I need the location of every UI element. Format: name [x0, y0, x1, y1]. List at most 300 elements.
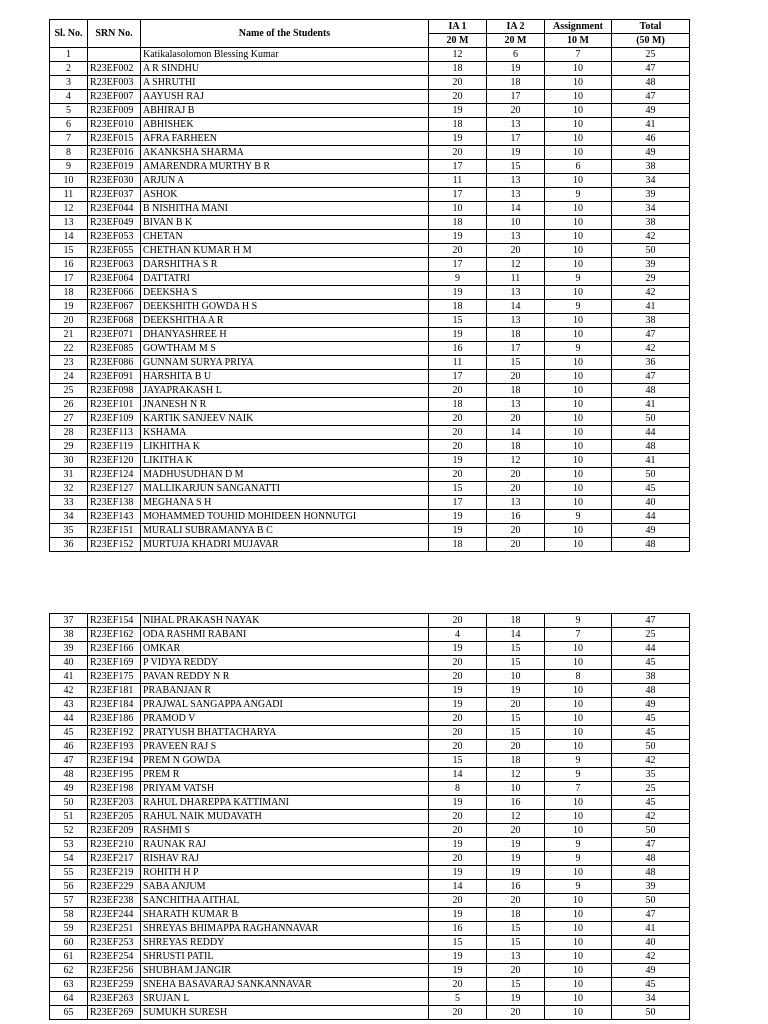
student-name-cell: JAYAPRAKASH L — [141, 384, 429, 398]
sl-no-cell: 53 — [50, 838, 88, 852]
table-body-page-2 — [50, 614, 690, 1020]
table-row — [50, 132, 690, 146]
assignment-cell: 10 — [545, 642, 612, 656]
assignment-cell: 10 — [545, 440, 612, 454]
srn-cell: R23EF162 — [88, 628, 141, 642]
ia2-cell: 18 — [487, 328, 545, 342]
table-row — [50, 48, 690, 62]
srn-cell: R23EF009 — [88, 104, 141, 118]
ia2-cell: 15 — [487, 160, 545, 174]
table-row — [50, 384, 690, 398]
table-row — [50, 824, 690, 838]
total-cell: 42 — [612, 754, 690, 768]
ia1-cell: 20 — [429, 426, 487, 440]
table-row — [50, 412, 690, 426]
total-cell: 47 — [612, 908, 690, 922]
assignment-cell: 10 — [545, 286, 612, 300]
srn-cell: R23EF244 — [88, 908, 141, 922]
srn-cell: R23EF210 — [88, 838, 141, 852]
ia2-cell: 20 — [487, 894, 545, 908]
table-row — [50, 964, 690, 978]
assignment-cell: 10 — [545, 328, 612, 342]
ia1-cell: 19 — [429, 964, 487, 978]
student-name-cell: ODA RASHMI RABANI — [141, 628, 429, 642]
ia2-cell: 18 — [487, 908, 545, 922]
sl-no-cell: 20 — [50, 314, 88, 328]
table-row — [50, 174, 690, 188]
ia2-cell: 20 — [487, 244, 545, 258]
student-name-cell: KARTIK SANJEEV NAIK — [141, 412, 429, 426]
sl-no-cell: 21 — [50, 328, 88, 342]
ia1-cell: 19 — [429, 796, 487, 810]
assignment-cell: 9 — [545, 852, 612, 866]
total-cell: 45 — [612, 656, 690, 670]
table-row — [50, 866, 690, 880]
srn-cell: R23EF007 — [88, 90, 141, 104]
table-row — [50, 740, 690, 754]
student-name-cell: RASHMI S — [141, 824, 429, 838]
srn-cell: R23EF067 — [88, 300, 141, 314]
srn-cell: R23EF198 — [88, 782, 141, 796]
table-row — [50, 978, 690, 992]
sl-no-cell: 19 — [50, 300, 88, 314]
assignment-cell: 10 — [545, 524, 612, 538]
total-cell: 50 — [612, 894, 690, 908]
student-name-cell: DEEKSHA S — [141, 286, 429, 300]
student-name-cell: LIKITHA K — [141, 454, 429, 468]
ia2-cell: 13 — [487, 314, 545, 328]
header-ia2: IA 2 — [487, 20, 545, 34]
ia2-cell: 20 — [487, 412, 545, 426]
total-cell: 44 — [612, 426, 690, 440]
table-body-page-1 — [50, 48, 690, 552]
total-cell: 25 — [612, 782, 690, 796]
table-row — [50, 684, 690, 698]
student-name-cell: KSHAMA — [141, 426, 429, 440]
assignment-cell: 10 — [545, 922, 612, 936]
srn-cell: R23EF086 — [88, 356, 141, 370]
assignment-cell: 10 — [545, 824, 612, 838]
ia1-cell: 15 — [429, 754, 487, 768]
ia1-cell: 12 — [429, 48, 487, 62]
assignment-cell: 10 — [545, 908, 612, 922]
assignment-cell: 10 — [545, 796, 612, 810]
sl-no-cell: 4 — [50, 90, 88, 104]
srn-cell: R23EF053 — [88, 230, 141, 244]
ia2-cell: 20 — [487, 1006, 545, 1020]
student-name-cell: ASHOK — [141, 188, 429, 202]
assignment-cell: 10 — [545, 712, 612, 726]
srn-cell: R23EF138 — [88, 496, 141, 510]
srn-cell: R23EF253 — [88, 936, 141, 950]
table-row — [50, 950, 690, 964]
ia1-cell: 14 — [429, 880, 487, 894]
student-name-cell: SHREYAS REDDY — [141, 936, 429, 950]
total-cell: 48 — [612, 538, 690, 552]
student-name-cell: DEEKSHITHA A R — [141, 314, 429, 328]
srn-cell: R23EF259 — [88, 978, 141, 992]
total-cell: 48 — [612, 440, 690, 454]
assignment-cell: 10 — [545, 950, 612, 964]
sl-no-cell: 16 — [50, 258, 88, 272]
assignment-cell: 10 — [545, 356, 612, 370]
srn-cell — [88, 48, 141, 62]
assignment-cell: 10 — [545, 496, 612, 510]
total-cell: 49 — [612, 524, 690, 538]
student-name-cell: SUMUKH SURESH — [141, 1006, 429, 1020]
student-name-cell: AMARENDRA MURTHY B R — [141, 160, 429, 174]
sl-no-cell: 46 — [50, 740, 88, 754]
ia1-cell: 4 — [429, 628, 487, 642]
srn-cell: R23EF269 — [88, 1006, 141, 1020]
assignment-cell: 7 — [545, 48, 612, 62]
student-name-cell: MEGHANA S H — [141, 496, 429, 510]
ia1-cell: 20 — [429, 712, 487, 726]
ia2-cell: 16 — [487, 880, 545, 894]
ia1-cell: 20 — [429, 978, 487, 992]
ia1-cell: 20 — [429, 76, 487, 90]
srn-cell: R23EF063 — [88, 258, 141, 272]
srn-cell: R23EF154 — [88, 614, 141, 628]
srn-cell: R23EF205 — [88, 810, 141, 824]
assignment-cell: 10 — [545, 978, 612, 992]
srn-cell: R23EF181 — [88, 684, 141, 698]
sl-no-cell: 41 — [50, 670, 88, 684]
ia2-cell: 18 — [487, 440, 545, 454]
sl-no-cell: 1 — [50, 48, 88, 62]
sl-no-cell: 36 — [50, 538, 88, 552]
total-cell: 47 — [612, 838, 690, 852]
ia2-cell: 19 — [487, 146, 545, 160]
ia1-cell: 16 — [429, 922, 487, 936]
ia1-cell: 20 — [429, 412, 487, 426]
header-assignment: Assignment — [545, 20, 612, 34]
table-row — [50, 230, 690, 244]
total-cell: 38 — [612, 216, 690, 230]
sl-no-cell: 51 — [50, 810, 88, 824]
student-name-cell: PREM N GOWDA — [141, 754, 429, 768]
total-cell: 39 — [612, 188, 690, 202]
assignment-cell: 10 — [545, 810, 612, 824]
student-name-cell: PRIYAM VATSH — [141, 782, 429, 796]
total-cell: 47 — [612, 62, 690, 76]
total-cell: 47 — [612, 370, 690, 384]
table-row — [50, 782, 690, 796]
student-name-cell: GUNNAM SURYA PRIYA — [141, 356, 429, 370]
ia2-cell: 14 — [487, 426, 545, 440]
ia1-cell: 20 — [429, 90, 487, 104]
sl-no-cell: 64 — [50, 992, 88, 1006]
table-row — [50, 796, 690, 810]
assignment-cell: 10 — [545, 258, 612, 272]
table-row — [50, 852, 690, 866]
srn-cell: R23EF166 — [88, 642, 141, 656]
student-name-cell: PRAMOD V — [141, 712, 429, 726]
total-cell: 42 — [612, 810, 690, 824]
sl-no-cell: 54 — [50, 852, 88, 866]
ia1-cell: 20 — [429, 244, 487, 258]
total-cell: 25 — [612, 48, 690, 62]
assignment-cell: 10 — [545, 726, 612, 740]
assignment-cell: 10 — [545, 314, 612, 328]
sl-no-cell: 61 — [50, 950, 88, 964]
sl-no-cell: 47 — [50, 754, 88, 768]
ia1-cell: 15 — [429, 482, 487, 496]
ia1-cell: 20 — [429, 1006, 487, 1020]
sl-no-cell: 6 — [50, 118, 88, 132]
ia2-cell: 12 — [487, 768, 545, 782]
srn-cell: R23EF209 — [88, 824, 141, 838]
srn-cell: R23EF109 — [88, 412, 141, 426]
ia2-cell: 20 — [487, 482, 545, 496]
ia1-cell: 19 — [429, 866, 487, 880]
total-cell: 46 — [612, 132, 690, 146]
student-name-cell: P VIDYA REDDY — [141, 656, 429, 670]
ia1-cell: 18 — [429, 300, 487, 314]
srn-cell: R23EF085 — [88, 342, 141, 356]
sl-no-cell: 28 — [50, 426, 88, 440]
assignment-cell: 10 — [545, 370, 612, 384]
ia2-cell: 14 — [487, 628, 545, 642]
srn-cell: R23EF217 — [88, 852, 141, 866]
sl-no-cell: 56 — [50, 880, 88, 894]
ia1-cell: 20 — [429, 726, 487, 740]
ia2-cell: 19 — [487, 62, 545, 76]
ia2-cell: 12 — [487, 810, 545, 824]
ia1-cell: 19 — [429, 838, 487, 852]
assignment-cell: 10 — [545, 936, 612, 950]
ia1-cell: 18 — [429, 118, 487, 132]
ia1-cell: 20 — [429, 810, 487, 824]
ia1-cell: 17 — [429, 258, 487, 272]
ia2-cell: 10 — [487, 670, 545, 684]
assignment-cell: 9 — [545, 754, 612, 768]
ia1-cell: 15 — [429, 314, 487, 328]
table-row — [50, 482, 690, 496]
ia1-cell: 16 — [429, 342, 487, 356]
ia2-cell: 19 — [487, 866, 545, 880]
student-name-cell: PRAVEEN RAJ S — [141, 740, 429, 754]
assignment-cell: 10 — [545, 538, 612, 552]
sl-no-cell: 43 — [50, 698, 88, 712]
sl-no-cell: 5 — [50, 104, 88, 118]
table-row — [50, 670, 690, 684]
table-row — [50, 328, 690, 342]
assignment-cell: 10 — [545, 866, 612, 880]
student-name-cell: PRAJWAL SANGAPPA ANGADI — [141, 698, 429, 712]
student-name-cell: ARJUN A — [141, 174, 429, 188]
student-name-cell: CHETAN — [141, 230, 429, 244]
total-cell: 42 — [612, 950, 690, 964]
srn-cell: R23EF254 — [88, 950, 141, 964]
srn-cell: R23EF120 — [88, 454, 141, 468]
total-cell: 47 — [612, 90, 690, 104]
sl-no-cell: 48 — [50, 768, 88, 782]
assignment-cell: 9 — [545, 768, 612, 782]
ia2-cell: 10 — [487, 782, 545, 796]
sl-no-cell: 32 — [50, 482, 88, 496]
total-cell: 45 — [612, 978, 690, 992]
sl-no-cell: 11 — [50, 188, 88, 202]
table-row — [50, 188, 690, 202]
srn-cell: R23EF195 — [88, 768, 141, 782]
sl-no-cell: 10 — [50, 174, 88, 188]
student-name-cell: AAYUSH RAJ — [141, 90, 429, 104]
table-row — [50, 258, 690, 272]
student-name-cell: JNANESH N R — [141, 398, 429, 412]
table-row — [50, 538, 690, 552]
table-row — [50, 496, 690, 510]
srn-cell: R23EF119 — [88, 440, 141, 454]
ia1-cell: 19 — [429, 698, 487, 712]
sl-no-cell: 7 — [50, 132, 88, 146]
assignment-cell: 7 — [545, 782, 612, 796]
ia1-cell: 14 — [429, 768, 487, 782]
ia2-cell: 18 — [487, 754, 545, 768]
header-sl-no: Sl. No. — [50, 20, 88, 48]
table-row — [50, 118, 690, 132]
assignment-cell: 10 — [545, 656, 612, 670]
sl-no-cell: 42 — [50, 684, 88, 698]
total-cell: 48 — [612, 76, 690, 90]
sl-no-cell: 40 — [50, 656, 88, 670]
sl-no-cell: 23 — [50, 356, 88, 370]
ia1-cell: 20 — [429, 656, 487, 670]
ia1-cell: 15 — [429, 936, 487, 950]
table-row — [50, 468, 690, 482]
student-name-cell: RAHUL NAIK MUDAVATH — [141, 810, 429, 824]
assignment-cell: 10 — [545, 90, 612, 104]
header-ia2-max: 20 M — [487, 34, 545, 48]
student-name-cell: B NISHITHA MANI — [141, 202, 429, 216]
student-name-cell: MURALI SUBRAMANYA B C — [141, 524, 429, 538]
ia2-cell: 13 — [487, 118, 545, 132]
sl-no-cell: 57 — [50, 894, 88, 908]
table-row — [50, 936, 690, 950]
ia2-cell: 20 — [487, 468, 545, 482]
ia1-cell: 19 — [429, 950, 487, 964]
ia2-cell: 18 — [487, 384, 545, 398]
assignment-cell: 9 — [545, 880, 612, 894]
table-row — [50, 754, 690, 768]
total-cell: 42 — [612, 230, 690, 244]
assignment-cell: 9 — [545, 300, 612, 314]
student-name-cell: RAUNAK RAJ — [141, 838, 429, 852]
total-cell: 48 — [612, 684, 690, 698]
ia2-cell: 19 — [487, 852, 545, 866]
assignment-cell: 10 — [545, 964, 612, 978]
assignment-cell: 9 — [545, 342, 612, 356]
table-row — [50, 272, 690, 286]
header-student-name: Name of the Students — [141, 20, 429, 48]
srn-cell: R23EF055 — [88, 244, 141, 258]
student-name-cell: PRABANJAN R — [141, 684, 429, 698]
table-row — [50, 440, 690, 454]
ia2-cell: 15 — [487, 356, 545, 370]
srn-cell: R23EF169 — [88, 656, 141, 670]
srn-cell: R23EF071 — [88, 328, 141, 342]
ia2-cell: 14 — [487, 202, 545, 216]
srn-cell: R23EF229 — [88, 880, 141, 894]
ia2-cell: 17 — [487, 342, 545, 356]
assignment-cell: 10 — [545, 118, 612, 132]
ia2-cell: 19 — [487, 992, 545, 1006]
ia1-cell: 20 — [429, 384, 487, 398]
total-cell: 38 — [612, 670, 690, 684]
srn-cell: R23EF113 — [88, 426, 141, 440]
srn-cell: R23EF044 — [88, 202, 141, 216]
assignment-cell: 9 — [545, 838, 612, 852]
header-srn-no: SRN No. — [88, 20, 141, 48]
assignment-cell: 10 — [545, 384, 612, 398]
ia1-cell: 20 — [429, 146, 487, 160]
assignment-cell: 10 — [545, 894, 612, 908]
total-cell: 42 — [612, 286, 690, 300]
assignment-cell: 10 — [545, 468, 612, 482]
sl-no-cell: 38 — [50, 628, 88, 642]
sl-no-cell: 34 — [50, 510, 88, 524]
srn-cell: R23EF010 — [88, 118, 141, 132]
srn-cell: R23EF091 — [88, 370, 141, 384]
table-row — [50, 768, 690, 782]
srn-cell: R23EF192 — [88, 726, 141, 740]
srn-cell: R23EF256 — [88, 964, 141, 978]
total-cell: 45 — [612, 726, 690, 740]
ia1-cell: 20 — [429, 468, 487, 482]
ia2-cell: 15 — [487, 978, 545, 992]
student-name-cell: SHRUSTI PATIL — [141, 950, 429, 964]
srn-cell: R23EF098 — [88, 384, 141, 398]
srn-cell: R23EF263 — [88, 992, 141, 1006]
table-row — [50, 62, 690, 76]
student-name-cell: NIHAL PRAKASH NAYAK — [141, 614, 429, 628]
student-name-cell: RISHAV RAJ — [141, 852, 429, 866]
table-row — [50, 880, 690, 894]
table-row — [50, 524, 690, 538]
total-cell: 44 — [612, 642, 690, 656]
table-row — [50, 628, 690, 642]
total-cell: 41 — [612, 398, 690, 412]
sl-no-cell: 27 — [50, 412, 88, 426]
ia1-cell: 11 — [429, 356, 487, 370]
assignment-cell: 9 — [545, 614, 612, 628]
sl-no-cell: 49 — [50, 782, 88, 796]
ia1-cell: 19 — [429, 286, 487, 300]
ia2-cell: 15 — [487, 936, 545, 950]
ia2-cell: 20 — [487, 104, 545, 118]
student-name-cell: A R SINDHU — [141, 62, 429, 76]
srn-cell: R23EF203 — [88, 796, 141, 810]
sl-no-cell: 39 — [50, 642, 88, 656]
table-row — [50, 356, 690, 370]
assignment-cell: 9 — [545, 510, 612, 524]
ia2-cell: 17 — [487, 90, 545, 104]
sl-no-cell: 33 — [50, 496, 88, 510]
student-name-cell: MURTUJA KHADRI MUJAVAR — [141, 538, 429, 552]
ia1-cell: 5 — [429, 992, 487, 1006]
assignment-cell: 10 — [545, 216, 612, 230]
ia1-cell: 19 — [429, 328, 487, 342]
sl-no-cell: 45 — [50, 726, 88, 740]
total-cell: 42 — [612, 342, 690, 356]
ia1-cell: 11 — [429, 174, 487, 188]
assignment-cell: 10 — [545, 76, 612, 90]
student-name-cell: CHETHAN KUMAR H M — [141, 244, 429, 258]
assignment-cell: 10 — [545, 684, 612, 698]
total-cell: 34 — [612, 174, 690, 188]
ia2-cell: 19 — [487, 684, 545, 698]
ia1-cell: 20 — [429, 824, 487, 838]
